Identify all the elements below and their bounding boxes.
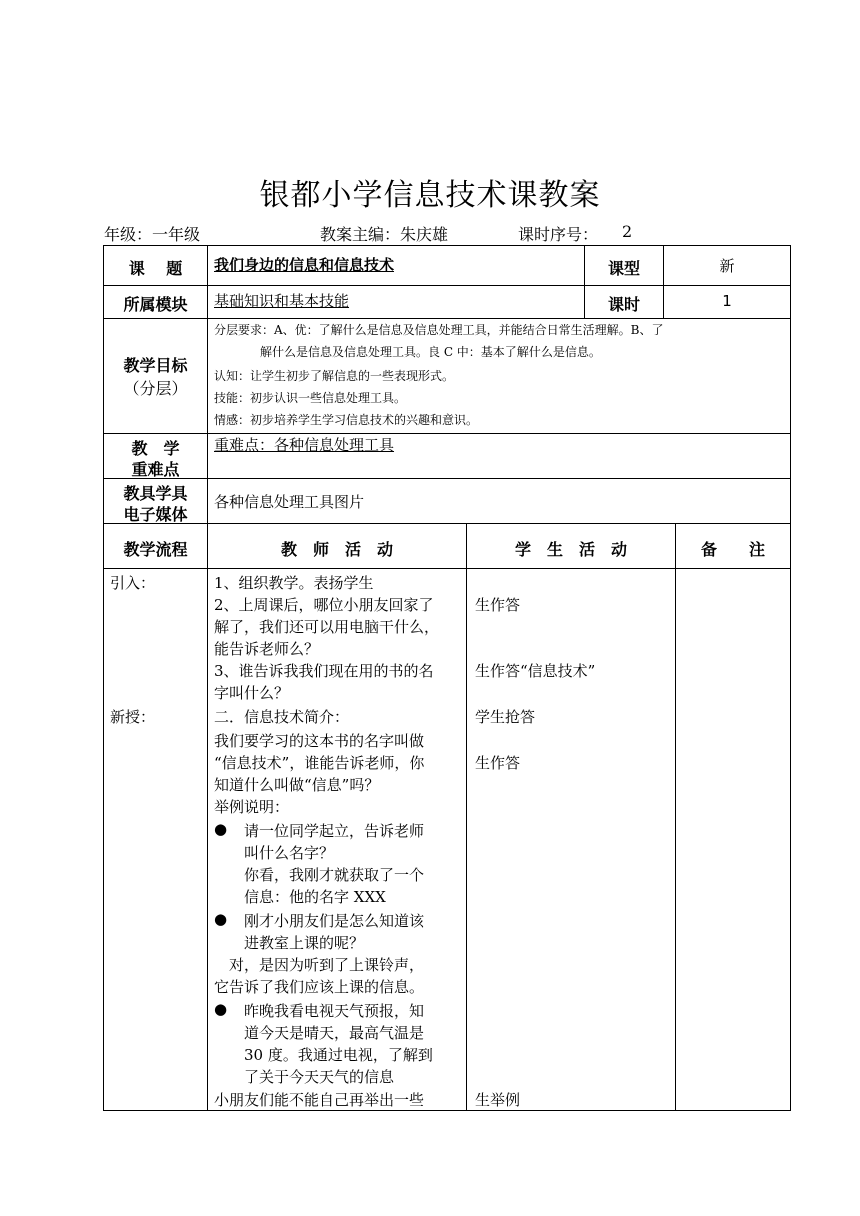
bullet-icon: ●	[214, 910, 228, 928]
teacher-line: 1、组织教学。表扬学生	[214, 574, 374, 592]
teacher-line: 昨晚我看电视天气预报，知	[244, 1002, 425, 1020]
hours-value: 1	[722, 292, 732, 310]
teacher-line: 二．信息技术简介：	[214, 708, 350, 726]
new-content-label: 新授：	[110, 708, 156, 726]
teacher-line: 道今天是晴天，最高气温是	[244, 1024, 425, 1042]
teacher-line: 知道什么叫做“信息”吗？	[214, 776, 380, 794]
media-label: 教具学具	[123, 484, 188, 503]
teacher-line: 信息：他的名字 XXX	[244, 888, 386, 906]
lesson-number-value: 2	[622, 222, 633, 241]
table-border	[207, 245, 208, 1111]
table-border	[790, 245, 791, 1111]
goals-label-sub: （分层）	[123, 379, 188, 398]
media-value: 各种信息处理工具图片	[214, 493, 365, 511]
teacher-line: 字叫什么？	[214, 684, 290, 702]
intro-label: 引入：	[110, 574, 156, 592]
teacher-line: 小朋友们能不能自己再举出一些	[214, 1091, 425, 1109]
bullet-icon: ●	[214, 820, 228, 838]
teacher-activity-header: 教 师 活 动	[280, 540, 393, 559]
teacher-line: 对，是因为听到了上课铃声，	[214, 956, 425, 974]
key-points-label: 教 学	[131, 439, 180, 458]
teacher-line: 举例说明：	[214, 798, 290, 816]
process-header: 教学流程	[123, 540, 188, 559]
teacher-line: 3、谁告诉我我们现在用的书的名	[214, 662, 434, 680]
teacher-line: 它告诉了我们应该上课的信息。	[214, 978, 425, 996]
goals-line: 分层要求：A、优：了解什么是信息及信息处理工具，并能结合日常生活理解。B、了	[214, 323, 664, 337]
student-line: 学生抢答	[475, 708, 536, 726]
module-label: 所属模块	[123, 295, 188, 314]
grade-label: 年级：一年级	[104, 225, 201, 244]
topic-value: 我们身边的信息和信息技术	[214, 256, 395, 274]
hours-label: 课时	[607, 295, 640, 314]
student-line: 生举例	[475, 1091, 521, 1109]
course-type-value: 新	[719, 257, 735, 275]
lesson-number-label: 课时序号：	[518, 225, 599, 244]
table-border	[675, 523, 676, 1111]
key-points-label-sub: 重难点	[131, 460, 180, 479]
teacher-line: 刚才小朋友们是怎么知道该	[244, 912, 425, 930]
teacher-line: “信息技术”，谁能告诉老师，你	[214, 754, 425, 772]
module-value: 基础知识和基本技能	[214, 292, 350, 310]
student-line: 生作答	[475, 596, 521, 614]
goals-line: 认知：让学生初步了解信息的一些表现形式。	[214, 369, 455, 383]
teacher-line: 能告诉老师么？	[214, 640, 320, 658]
editor-label: 教案主编：朱庆雄	[320, 225, 449, 244]
table-border	[466, 523, 467, 1111]
student-line: 生作答	[475, 754, 521, 772]
goals-line: 技能：初步认识一些信息处理工具。	[214, 391, 407, 405]
document-title: 银都小学信息技术课教案	[259, 178, 601, 213]
goals-line: 情感：初步培养学生学习信息技术的兴趣和意识。	[214, 413, 479, 427]
key-points-value: 重难点：各种信息处理工具	[214, 436, 395, 454]
teacher-line: 解了，我们还可以用电脑干什么，	[214, 618, 440, 636]
teacher-line: 请一位同学起立，告诉老师	[244, 822, 425, 840]
note-header: 备 注	[700, 540, 765, 559]
teacher-line: 30 度。我通过电视，了解到	[244, 1046, 433, 1064]
teacher-line: 进教室上课的呢？	[244, 934, 365, 952]
teacher-line: 了关于今天天气的信息	[244, 1068, 395, 1086]
media-label-sub: 电子媒体	[123, 505, 188, 524]
goals-label: 教学目标	[123, 356, 188, 375]
teacher-line: 我们要学习的这本书的名字叫做	[214, 732, 425, 750]
teacher-line: 叫什么名字？	[244, 844, 335, 862]
topic-label: 课 题	[128, 259, 183, 278]
student-line: 生作答“信息技术”	[475, 662, 596, 680]
course-type-label: 课型	[607, 259, 640, 278]
teacher-line: 2、上周课后，哪位小朋友回家了	[214, 596, 434, 614]
teacher-line: 你看，我刚才就获取了一个	[244, 866, 425, 884]
bullet-icon: ●	[214, 1000, 228, 1018]
goals-line: 解什么是信息及信息处理工具。良 C 中：基本了解什么是信息。	[260, 345, 601, 359]
student-activity-header: 学 生 活 动	[514, 540, 627, 559]
